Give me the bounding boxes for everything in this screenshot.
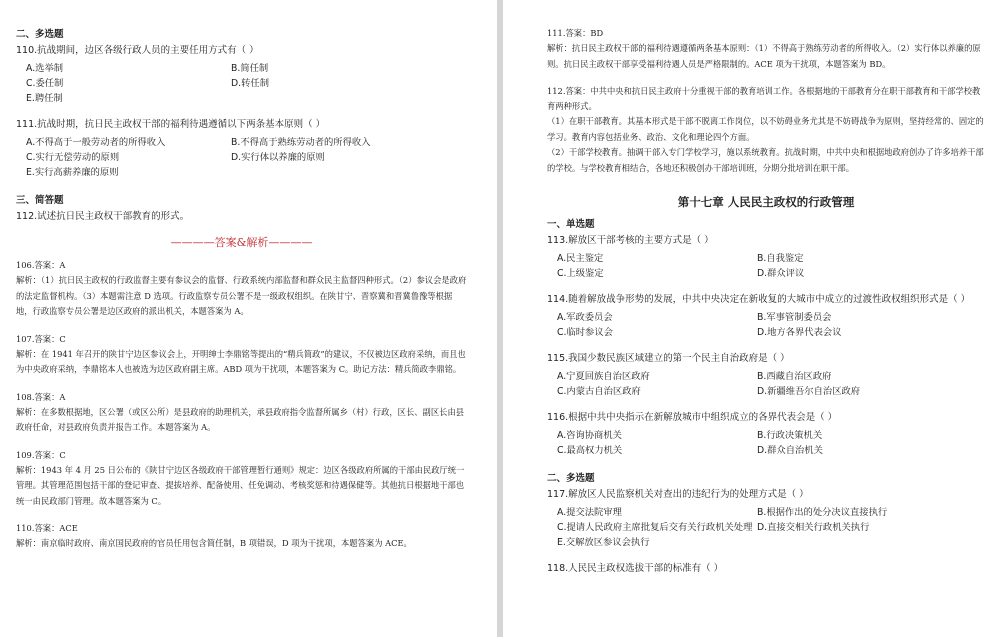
options-113 xyxy=(557,251,985,281)
question-116: 116.根据中共中央指示在新解放城市中组织成立的各界代表会是（ ） xyxy=(547,412,838,423)
question-110: 110.抗战期间，边区各级行政人员的主要任用方式有（ ） xyxy=(16,45,259,56)
option: C.最高权力机关 xyxy=(557,445,623,456)
option: C.提请人民政府主席批复后交有关行政机关处理 xyxy=(557,522,753,533)
option: D.直接交相关行政机关执行 xyxy=(757,522,870,533)
option: C.内蒙古自治区政府 xyxy=(557,386,641,397)
option: C.委任制 xyxy=(26,78,64,89)
answer-109 xyxy=(16,448,467,510)
option: B.不得高于熟练劳动者的所得收入 xyxy=(231,137,371,148)
options-116 xyxy=(557,428,985,458)
option: E.聘任制 xyxy=(26,93,63,104)
options-117 xyxy=(557,505,985,550)
answer-111 xyxy=(547,26,985,72)
question-117: 117.解放区人民监察机关对查出的违纪行为的处理方式是（ ） xyxy=(547,489,809,500)
answer-text: 中共中央和抗日民主政府十分重视干部的教育培训工作。各根据地的干部教育分在职干部教育和干部学校教育两种形式。 xyxy=(547,86,981,111)
answer-head: 110.答案：ACE xyxy=(16,523,78,533)
option: C.上级鉴定 xyxy=(557,268,604,279)
answer-112 xyxy=(547,84,985,176)
answer-text: 解析：在多数根据地，区公署（或区公所）是县政府的助理机关，承县政府指令监督所属乡（村）行政，区长、副区长由县政府任命，对县政府负责并报告工作。本题答案为 A。 xyxy=(16,406,465,432)
option: D.转任制 xyxy=(231,78,270,89)
answer-110 xyxy=(16,521,467,552)
option: B.自我鉴定 xyxy=(757,253,804,264)
option: A.提交法院审理 xyxy=(557,507,622,518)
answer-text: 解析：在 1941 年召开的陕甘宁边区参议会上，开明绅士李鼎铭等提出的“精兵简政”的建议，不仅被边区政府采纳，而且也为中央政府采纳，李鼎铭本人也被选为边区政府副主席。ABD 项为干扰项，本题答案为 C。助记方法：精兵简政李鼎铭。 xyxy=(16,348,466,374)
options-111 xyxy=(26,135,467,180)
option: D.新疆维吾尔自治区政府 xyxy=(757,386,861,397)
option: C.实行无偿劳动的原则 xyxy=(26,152,120,163)
answer-head: 108.答案：A xyxy=(16,391,66,402)
option: A.选举制 xyxy=(26,63,64,74)
left-page xyxy=(0,0,497,637)
option: A.军政委员会 xyxy=(557,312,613,323)
answer-107 xyxy=(16,332,467,378)
answer-head: 107.答案：C xyxy=(16,333,66,344)
option: B.简任制 xyxy=(231,63,269,74)
answer-108 xyxy=(16,390,467,436)
option: E.交解放区参议会执行 xyxy=(557,537,650,548)
section-heading: 二、多选题 xyxy=(547,473,595,484)
options-110 xyxy=(26,61,467,106)
option: A.咨询协商机关 xyxy=(557,430,622,441)
options-115 xyxy=(557,369,985,399)
answer-section-title: ————答案&解析———— xyxy=(170,236,313,249)
option: E.实行高薪养廉的原则 xyxy=(26,167,119,178)
question-113: 113.解放区干部考核的主要方式是（ ） xyxy=(547,235,714,246)
answer-text: 解析：1943 年 4 月 25 日公布的《陕甘宁边区各级政府干部管理暂行通则》规定：边区各级政府所属的干部由民政厅统一管理。其管理范围包括干部的登记审查、提拔培养、配备使用、任免调动、考核奖惩和待遇保健等。其他抗日根据地干部也统一由民政部门管理。故本题答案为 C。 xyxy=(16,464,465,506)
answer-text: 解析：（1）抗日民主政权的行政监督主要有参议会的监督、行政系统内部监督和群众民主监督四种形式。（2）参议会是政府的法定监督机构。（3）本题需注意 D 选项。行政监察专员公署不是一级政权组织。在陕甘宁、晋察冀和晋冀鲁豫等根据地，行政监察专员公署是边区政府的派出机关，本题答案为 A。 xyxy=(16,275,467,316)
section-heading: 三、简答题 xyxy=(16,195,64,206)
answer-head: 111.答案：BD xyxy=(547,28,604,38)
answer-text: 解析：抗日民主政权干部的福利待遇遵循两条基本原则：（1）不得高于熟练劳动者的所得收入。（2）实行体以养廉的原则。抗日民主政权干部享受福利待遇人员是严格限制的。ACE 项为干扰项，本题答案为 BD。 xyxy=(547,43,981,69)
option: C.临时参议会 xyxy=(557,327,613,338)
option: B.根据作出的处分决议直接执行 xyxy=(757,507,888,518)
section-heading: 二、多选题 xyxy=(16,29,64,40)
answer-text: 解析：南京临时政府、南京国民政府的官员任用包含简任制，B 项错误，D 项为干扰项，本题答案为 ACE。 xyxy=(16,538,412,548)
option: A.民主鉴定 xyxy=(557,253,604,264)
option: D.地方各界代表会议 xyxy=(757,327,842,338)
question-112: 112.试述抗日民主政权干部教育的形式。 xyxy=(16,211,190,222)
answer-head: 109.答案：C xyxy=(16,449,66,460)
question-114: 114.随着解放战争形势的发展，中共中央决定在新收复的大城市中成立的过渡性政权组织形式是（ ） xyxy=(547,294,971,305)
option: B.西藏自治区政府 xyxy=(757,371,832,382)
option: D.群众自治机关 xyxy=(757,445,823,456)
question-118: 118.人民民主政权选拔干部的标准有（ ） xyxy=(547,563,724,574)
right-page xyxy=(503,0,999,637)
answer-106 xyxy=(16,258,467,320)
option: A.宁夏回族自治区政府 xyxy=(557,371,650,382)
question-111: 111.抗战时期，抗日民主政权干部的福利待遇遵循以下两条基本原则（ ） xyxy=(16,119,326,130)
answer-head xyxy=(547,84,985,114)
answer-label: 112.答案： xyxy=(547,86,591,96)
options-114 xyxy=(557,310,985,340)
question-115: 115.我国少数民族区域建立的第一个民主自治政府是（ ） xyxy=(547,353,790,364)
option: B.行政决策机关 xyxy=(757,430,823,441)
chapter-title: 第十七章 人民民主政权的行政管理 xyxy=(677,195,855,209)
answer-point: （2）干部学校教育。抽调干部入专门学校学习，施以系统教育。抗战时期，中共中央和根据地政府创办了许多培养干部的学校。与学校教育相结合，各地还积极创办干部培训班，分期分批培训在职干部。 xyxy=(547,147,984,173)
section-heading: 一、单选题 xyxy=(547,219,595,230)
option: B.军事管制委员会 xyxy=(757,312,832,323)
option: D.群众评议 xyxy=(757,268,805,279)
option: A.不得高于一般劳动者的所得收入 xyxy=(26,137,166,148)
answer-point: （1）在职干部教育。其基本形式是干部不脱离工作岗位，以不妨碍业务尤其是不妨碍战争为原则，坚持经常的、固定的学习。教育内容包括业务、政治、文化和理论四个方面。 xyxy=(547,116,984,142)
option: D.实行体以养廉的原则 xyxy=(231,152,325,163)
answer-head: 106.答案：A xyxy=(16,260,66,270)
